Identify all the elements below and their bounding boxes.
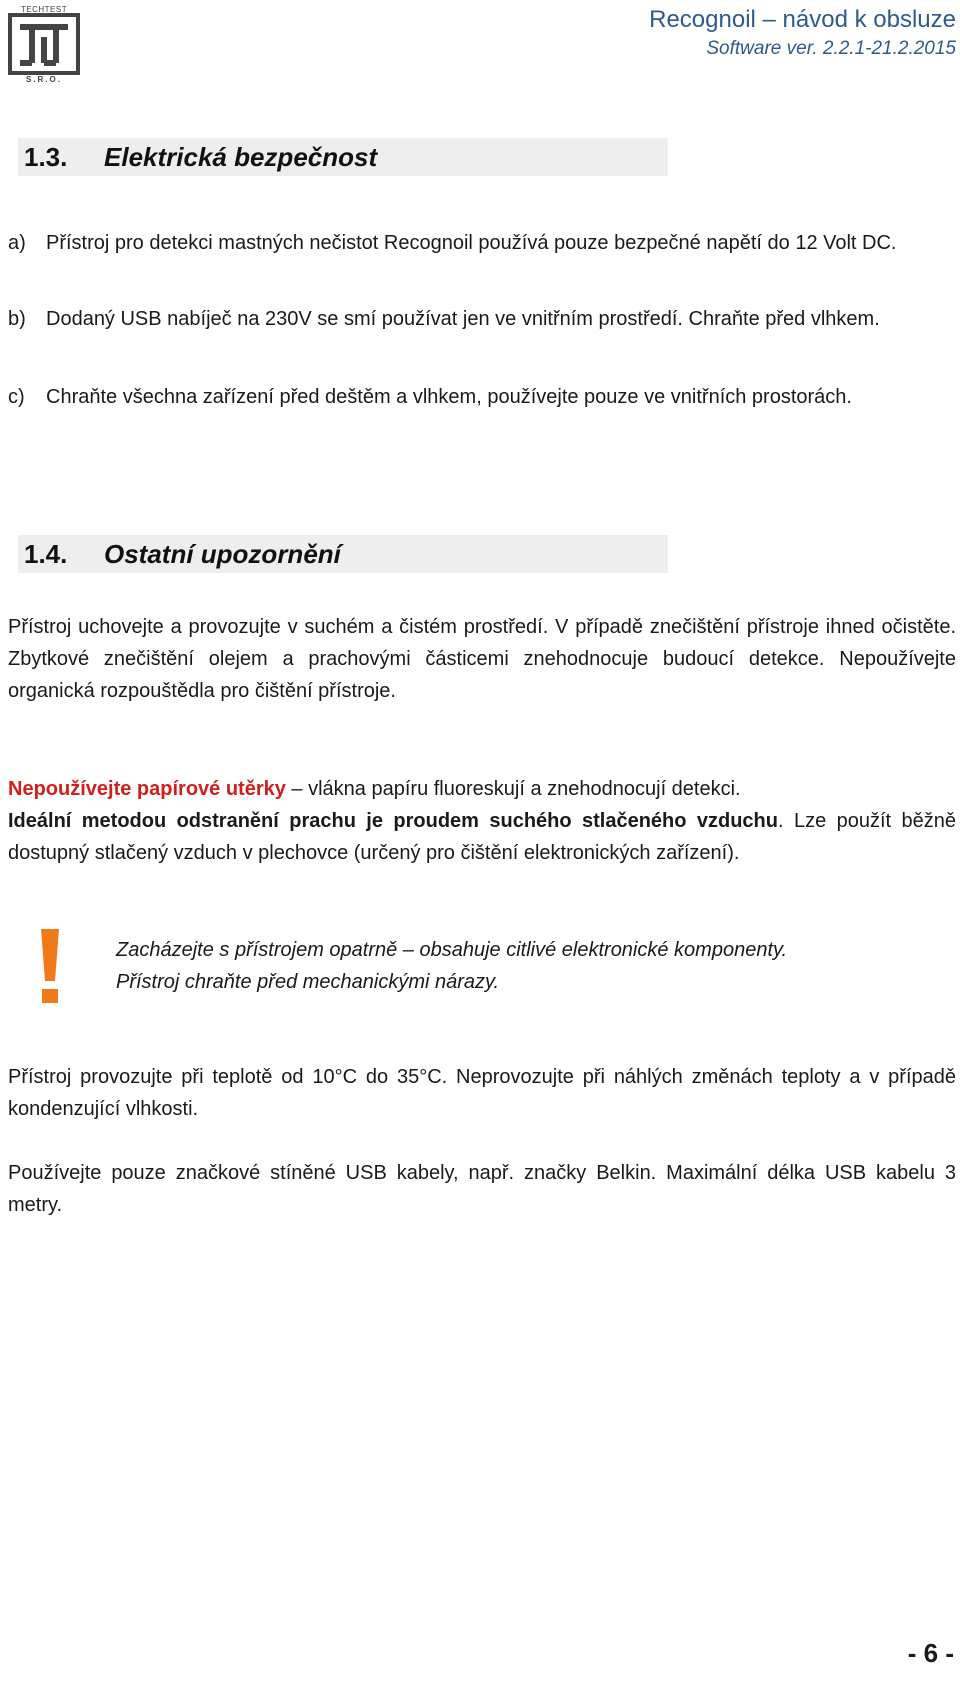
section-heading-electrical-safety bbox=[18, 138, 668, 176]
exclamation-warning-icon bbox=[36, 925, 64, 1005]
logo-top-text: TECHTEST bbox=[20, 5, 68, 14]
section-number: 1.4. bbox=[24, 539, 68, 569]
list-item-text: Chraňte všechna zařízení před deštěm a vlhkem, používejte pouze ve vnitřních prostorách. bbox=[46, 386, 852, 408]
list-item bbox=[8, 381, 956, 413]
section-heading-other-warnings bbox=[18, 535, 668, 573]
logo-mark-icon bbox=[8, 13, 80, 75]
paragraph-paper-towels bbox=[8, 773, 956, 805]
paragraph-usb-cables: Používejte pouze značkové stíněné USB kabely, např. značky Belkin. Maximální délka USB kabelu 3 metry. bbox=[8, 1162, 956, 1216]
logo-bottom-text: S.R.O. bbox=[25, 75, 62, 84]
page-header bbox=[649, 4, 956, 62]
list-item bbox=[8, 303, 956, 335]
warning-note bbox=[116, 934, 936, 998]
bold-highlight: Ideální metodou odstranění prachu je proudem suchého stlačeného vzduchu bbox=[8, 810, 778, 832]
paragraph-text: – vlákna papíru fluoreskují a znehodnocují detekci. bbox=[285, 778, 741, 800]
list-item bbox=[8, 227, 956, 259]
warning-line: Zacházejte s přístrojem opatrně – obsahuje citlivé elektronické komponenty. bbox=[116, 939, 788, 961]
list-item-text: Dodaný USB nabíječ na 230V se smí používat jen ve vnitřním prostředí. Chraňte před vlhkem. bbox=[46, 308, 880, 330]
list-marker: a) bbox=[8, 232, 26, 254]
section-title: Ostatní upozornění bbox=[104, 539, 341, 569]
page-number: - 6 - bbox=[907, 1638, 954, 1668]
paragraph-temperature: Přístroj provozujte při teplotě od 10°C do 35°C. Neprovozujte při náhlých změnách teploty a v případě kondenzující vlhkosti. bbox=[8, 1066, 956, 1120]
list-marker: b) bbox=[8, 308, 26, 330]
list-item-text: Přístroj pro detekci mastných nečistot Recognoil používá pouze bezpečné napětí do 12 Volt DC. bbox=[46, 232, 897, 254]
software-version: Software ver. 2.2.1-21.2.2015 bbox=[706, 38, 956, 59]
section-title: Elektrická bezpečnost bbox=[104, 142, 378, 172]
paragraph-text: . Lze použít běžně dostupný stlačený vzduch v plechovce (určený pro čištění elektronických zařízení). bbox=[8, 810, 956, 864]
document-title: Recognoil – návod k obsluze bbox=[649, 6, 956, 33]
company-logo bbox=[8, 5, 80, 85]
paragraph-dust-removal bbox=[8, 805, 956, 869]
list-marker: c) bbox=[8, 386, 25, 408]
section-number: 1.3. bbox=[24, 142, 68, 172]
warning-highlight: Nepoužívejte papírové utěrky bbox=[8, 778, 286, 800]
paragraph-storage: Přístroj uchovejte a provozujte v suchém a čistém prostředí. V případě znečištění přístroje ihned očistěte. Zbytkové znečištění olejem a prachovými částicemi znehodnocuje budoucí detekce. Nepoužívejte organická rozpouštědla pro čištění přístroje. bbox=[8, 616, 956, 702]
warning-line: Přístroj chraňte před mechanickými nárazy. bbox=[116, 971, 500, 993]
